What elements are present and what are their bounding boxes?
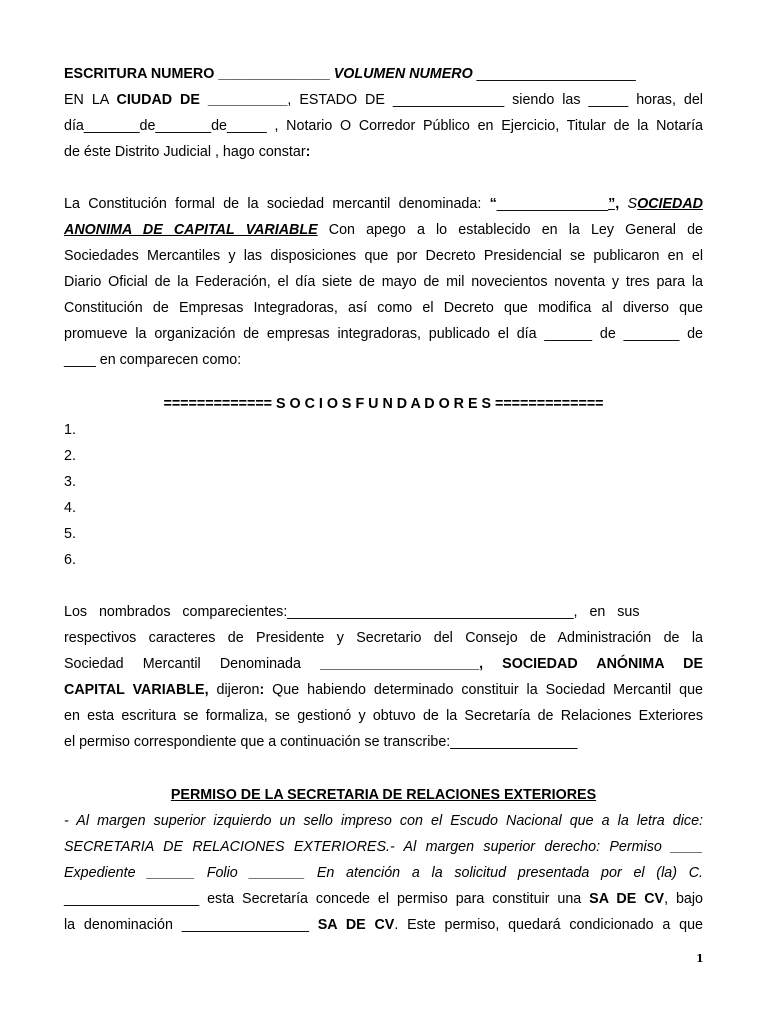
page-number: 1 [696, 952, 704, 965]
constitucion-line-6: promueve la organización de empresas integradoras, publicado el día ______ de _______ de [64, 326, 703, 342]
socio-item-4: 4. [64, 500, 76, 516]
permiso-line-4: _________________ esta Secretaría concede el permiso para constituir una SA DE CV, bajo [64, 891, 704, 907]
socio-item-5: 5. [64, 526, 76, 542]
header-line-1: ESCRITURA NUMERO ______________ VOLUMEN NUMERO ____________________ [64, 66, 636, 82]
nombrados-line-4: CAPITAL VARIABLE, dijeron: Que habiendo determinado constituir la Sociedad Mercantil que [64, 682, 703, 698]
constitucion-line-3: Sociedades Mercantiles y las disposiciones que por Decreto Presidencial se publicaron en el [64, 248, 703, 264]
permiso-line-1: - Al margen superior izquierdo un sello impreso con el Escudo Nacional que a la letra dice: [64, 813, 703, 829]
constitucion-line-4: Diario Oficial de la Federación, el día siete de mayo de mil novecientos noventa y tres para la [64, 274, 703, 290]
constitucion-line-7: ____ en comparecen como: [64, 352, 242, 368]
permiso-line-3: Expediente ______ Folio _______ En atención a la solicitud presentada por el (la) C. [64, 865, 703, 881]
constitucion-line-5: Constitución de Empresas Integradoras, así como el Decreto que modifica al diverso que [64, 300, 703, 316]
constitucion-line-1: La Constitución formal de la sociedad mercantil denominada: “______________”, SOCIEDAD [64, 196, 703, 212]
socio-item-1: 1. [64, 422, 76, 438]
nombrados-line-2: respectivos caracteres de Presidente y Secretario del Consejo de Administración de la [64, 630, 703, 646]
socio-item-3: 3. [64, 474, 76, 490]
socio-item-6: 6. [64, 552, 76, 568]
header-line-2: EN LA CIUDAD DE __________, ESTADO DE ______________ siendo las _____ horas, del [64, 92, 703, 108]
nombrados-line-3: Sociedad Mercantil Denominada ____________________, SOCIEDAD ANÓNIMA DE [64, 656, 703, 672]
nombrados-line-6: el permiso correspondiente que a continuación se transcribe:________________ [64, 734, 578, 750]
header-line-3: día_______de_______de_____ , Notario O Corredor Público en Ejercicio, Titular de la Notaría [64, 118, 703, 134]
constitucion-line-2: ANONIMA DE CAPITAL VARIABLE Con apego a lo establecido en la Ley General de [64, 222, 703, 238]
socio-item-2: 2. [64, 448, 76, 464]
permiso-heading: PERMISO DE LA SECRETARIA DE RELACIONES EXTERIORES [170, 787, 597, 803]
permiso-line-5: la denominación ________________ SA DE CV. Este permiso, quedará condicionado a que [64, 917, 703, 933]
socios-heading: ============= S O C I O S F U N D A D O R E S ============= [163, 396, 604, 412]
permiso-line-2: SECRETARIA DE RELACIONES EXTERIORES.- Al margen superior derecho: Permiso ____ [64, 839, 703, 855]
nombrados-line-5: en esta escritura se formaliza, se gestionó y obtuvo de la Secretaría de Relaciones Exteriores [64, 708, 703, 724]
header-line-4: de éste Distrito Judicial , hago constar: [64, 144, 311, 160]
nombrados-line-1: Los nombrados comparecientes:____________________________________, en sus [64, 604, 640, 620]
